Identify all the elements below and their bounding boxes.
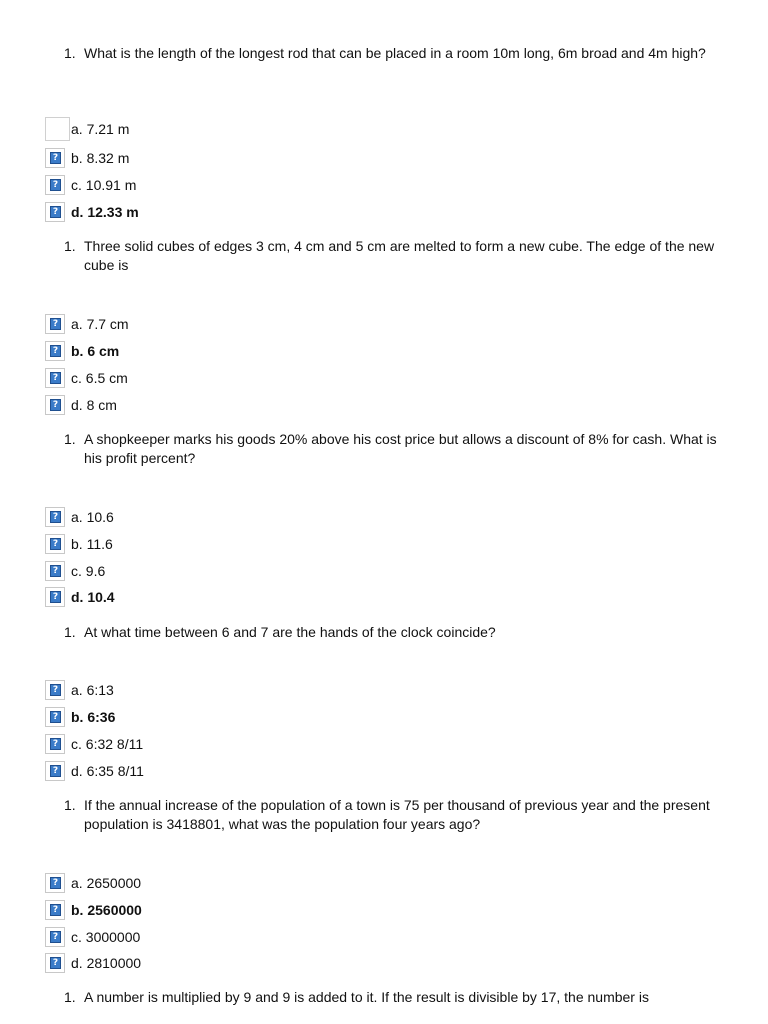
question-number: 1. bbox=[64, 624, 76, 640]
option-label: c. 10.91 m bbox=[71, 177, 137, 193]
option-4a[interactable] bbox=[45, 679, 114, 701]
help-icon: ? bbox=[45, 873, 65, 893]
help-icon: ? bbox=[45, 734, 65, 754]
option-label: a. 2650000 bbox=[71, 875, 142, 891]
question-text: Three solid cubes of edges 3 cm, 4 cm and 5 cm are melted to form a new cube. The edge of the new cube is bbox=[84, 238, 715, 273]
option-1b[interactable] bbox=[45, 147, 129, 169]
option-label: c. 6.5 cm bbox=[71, 370, 128, 386]
option-label: c. 9.6 bbox=[71, 563, 106, 579]
option-4b[interactable] bbox=[45, 706, 115, 728]
question-number: 1. bbox=[64, 989, 76, 1005]
help-icon: ? bbox=[45, 148, 65, 168]
help-icon: ? bbox=[45, 202, 65, 222]
help-icon: ? bbox=[45, 341, 65, 361]
option-label: c. 3000000 bbox=[71, 929, 141, 945]
option-5a[interactable] bbox=[45, 872, 141, 894]
option-label: d. 8 cm bbox=[71, 397, 117, 413]
option-5c[interactable] bbox=[45, 926, 140, 948]
help-icon: ? bbox=[45, 761, 65, 781]
question-4 bbox=[64, 623, 724, 642]
blank-image-icon bbox=[45, 117, 70, 141]
option-1a[interactable] bbox=[45, 118, 129, 140]
option-3a[interactable] bbox=[45, 506, 114, 528]
option-4c[interactable] bbox=[45, 733, 143, 755]
option-label: c. 6:32 8/11 bbox=[71, 736, 144, 752]
option-5b[interactable] bbox=[45, 899, 142, 921]
help-icon: ? bbox=[45, 587, 65, 607]
help-icon: ? bbox=[45, 707, 65, 727]
question-number: 1. bbox=[64, 45, 76, 61]
option-2a[interactable] bbox=[45, 313, 129, 335]
option-label: a. 10.6 bbox=[71, 509, 114, 525]
option-3b[interactable] bbox=[45, 533, 113, 555]
help-icon: ? bbox=[45, 507, 65, 527]
option-1d[interactable] bbox=[45, 201, 139, 223]
question-3 bbox=[64, 430, 724, 468]
question-number: 1. bbox=[64, 238, 76, 254]
question-text: At what time between 6 and 7 are the hands of the clock coincide? bbox=[84, 624, 496, 640]
help-icon: ? bbox=[45, 927, 65, 947]
question-2 bbox=[64, 237, 724, 275]
option-3c[interactable] bbox=[45, 560, 105, 582]
help-icon: ? bbox=[45, 175, 65, 195]
question-6 bbox=[64, 988, 724, 1007]
question-number: 1. bbox=[64, 431, 76, 447]
question-text: What is the length of the longest rod that can be placed in a room 10m long, 6m broad and 4m high? bbox=[84, 45, 706, 61]
help-icon: ? bbox=[45, 395, 65, 415]
option-2d[interactable] bbox=[45, 394, 117, 416]
option-label: a. 7.7 cm bbox=[71, 316, 129, 332]
help-icon: ? bbox=[45, 534, 65, 554]
option-label-correct: d. 10.4 bbox=[71, 589, 115, 605]
option-label-correct: b. 2560000 bbox=[71, 902, 142, 918]
help-icon: ? bbox=[45, 368, 65, 388]
question-1 bbox=[64, 44, 724, 63]
option-4d[interactable] bbox=[45, 760, 144, 782]
option-label-correct: d. 12.33 m bbox=[71, 204, 139, 220]
option-label: b. 8.32 m bbox=[71, 150, 130, 166]
option-label: b. 11.6 bbox=[71, 536, 113, 552]
question-text: A shopkeeper marks his goods 20% above his cost price but allows a discount of 8% for cash. What is his profit percent? bbox=[84, 431, 717, 466]
option-label: d. 2810000 bbox=[71, 955, 142, 971]
question-5 bbox=[64, 796, 724, 834]
question-text: If the annual increase of the population of a town is 75 per thousand of previous year and the present population is 3418801, what was the population four years ago? bbox=[84, 797, 710, 832]
option-1c[interactable] bbox=[45, 174, 136, 196]
option-label: a. 7.21 m bbox=[71, 121, 130, 137]
question-number: 1. bbox=[64, 797, 76, 813]
option-label-correct: b. 6 cm bbox=[71, 343, 120, 359]
help-icon: ? bbox=[45, 953, 65, 973]
option-3d[interactable] bbox=[45, 586, 115, 608]
option-label-correct: b. 6:36 bbox=[71, 709, 116, 725]
question-text: A number is multiplied by 9 and 9 is added to it. If the result is divisible by 17, the number is bbox=[84, 989, 649, 1005]
option-2c[interactable] bbox=[45, 367, 128, 389]
help-icon: ? bbox=[45, 900, 65, 920]
option-label: a. 6:13 bbox=[71, 682, 114, 698]
help-icon: ? bbox=[45, 314, 65, 334]
help-icon: ? bbox=[45, 561, 65, 581]
option-5d[interactable] bbox=[45, 952, 141, 974]
option-2b[interactable] bbox=[45, 340, 119, 362]
option-label: d. 6:35 8/11 bbox=[71, 763, 144, 779]
help-icon: ? bbox=[45, 680, 65, 700]
